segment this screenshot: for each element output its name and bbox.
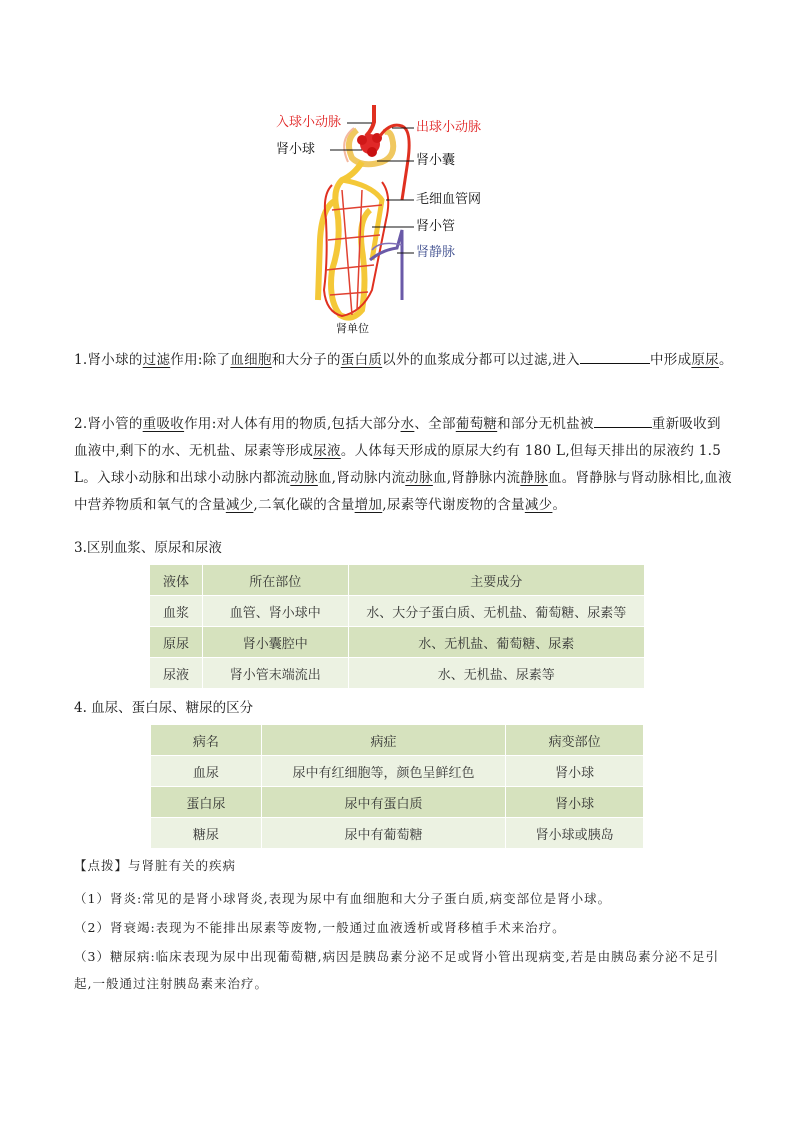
underlined-term: 重吸收 (142, 416, 185, 432)
table-cell: 糖尿 (151, 818, 262, 849)
table-cell: 肾小管末端流出 (202, 658, 348, 689)
underlined-term: 减少 (524, 497, 553, 513)
text: 、全部 (414, 416, 456, 432)
underlined-term: 尿液 (313, 443, 341, 459)
table-cell: 尿中有葡萄糖 (261, 818, 506, 849)
table-cell: 尿中有红细胞等，颜色呈鲜红色 (261, 756, 506, 787)
text: 血。肾静脉与肾动脉相比,血液中营养物质和氧气的含量 (74, 470, 732, 513)
tips-title: 【点拨】与肾脏有关的疾病 (74, 858, 237, 873)
label-efferent-arteriole: 出球小动脉 (416, 120, 482, 135)
underlined-term: 水 (400, 416, 415, 432)
header-cell: 主要成分 (348, 565, 644, 596)
table-cell: 血尿 (151, 756, 262, 787)
table-header-row (151, 725, 644, 756)
underlined-term: 动脉 (405, 470, 433, 486)
urine-disease-table (150, 724, 644, 849)
section-1-paragraph (74, 347, 734, 374)
label-glomerulus: 肾小球 (276, 142, 316, 157)
text: 重新吸收到血液中,剩下的水、无机盐、尿素等形成 (74, 416, 721, 459)
table-cell: 血浆 (150, 596, 203, 627)
label-renal-vein: 肾静脉 (416, 245, 456, 260)
table-row (150, 596, 645, 627)
text: 和大分子的 (271, 352, 341, 368)
table-cell: 蛋白尿 (151, 787, 262, 818)
table-cell: 尿中有蛋白质 (261, 787, 506, 818)
table-header-row (150, 565, 645, 596)
table-cell: 肾小囊腔中 (202, 627, 348, 658)
text: 作用:对人体有用的物质,包括大部分 (184, 416, 401, 432)
label-capsule: 肾小囊 (416, 153, 456, 168)
table-cell: 水、无机盐、葡萄糖、尿素 (348, 627, 644, 658)
underlined-term: 静脉 (520, 470, 548, 486)
table-cell: 肾小球 (506, 787, 644, 818)
fill-in-blank[interactable] (580, 349, 650, 364)
fluid-comparison-table (149, 564, 645, 689)
section-4-title: 4. 血尿、蛋白尿、糖尿的区分 (74, 700, 254, 716)
text: 和部分无机盐被 (497, 416, 594, 432)
underlined-term: 血细胞 (230, 352, 272, 368)
table-cell: 尿液 (150, 658, 203, 689)
table-cell: 原尿 (150, 627, 203, 658)
label-afferent-arteriole: 入球小动脉 (276, 115, 342, 130)
table-cell: 血管、肾小球中 (202, 596, 348, 627)
table-row (151, 818, 644, 849)
underlined-term: 过滤 (142, 352, 171, 368)
fill-in-blank[interactable] (594, 413, 652, 428)
section-2-paragraph (74, 411, 734, 519)
header-cell: 液体 (150, 565, 203, 596)
table-row (151, 756, 644, 787)
table-cell: 肾小球 (506, 756, 644, 787)
table-cell: 肾小球或胰岛 (506, 818, 644, 849)
tip-item: （2）肾衰竭:表现为不能排出尿素等废物,一般通过血液透析或肾移植手术来治疗。 (74, 920, 566, 935)
text: 作用:除了 (170, 352, 231, 368)
text: 。人体每天形成的原尿大约有 180 L,但每天排出的尿液约 1.5 L。入球小动脉和出球小动脉内都流 (74, 443, 722, 486)
nephron-illustration (262, 100, 512, 340)
header-cell: 病名 (151, 725, 262, 756)
underlined-term: 蛋白质 (340, 352, 383, 368)
diagram-caption: 肾单位 (336, 322, 369, 335)
text: 血,肾静脉内流 (432, 470, 521, 486)
text: ,二氧化碳的含量 (253, 497, 355, 513)
text: 。 (552, 497, 567, 513)
nephron-diagram (262, 100, 512, 340)
table-row (150, 627, 645, 658)
underlined-term: 原尿 (691, 352, 719, 368)
underlined-term: 增加 (354, 497, 383, 513)
underlined-term: 动脉 (290, 470, 318, 486)
header-cell: 所在部位 (202, 565, 348, 596)
table-cell: 水、无机盐、尿素等 (348, 658, 644, 689)
table-cell: 水、大分子蛋白质、无机盐、葡萄糖、尿素等 (348, 596, 644, 627)
tip-item: （1）肾炎:常见的是肾小球肾炎,表现为尿中有血细胞和大分子蛋白质,病变部位是肾小球。 (74, 891, 612, 906)
text: 。 (718, 352, 733, 368)
header-cell: 病变部位 (506, 725, 644, 756)
text: 1.肾小球的 (74, 352, 143, 368)
table-row (150, 658, 645, 689)
table-row (151, 787, 644, 818)
label-capillary-network: 毛细血管网 (416, 192, 482, 207)
underlined-term: 减少 (225, 497, 254, 513)
text: 血,肾动脉内流 (317, 470, 406, 486)
text: 以外的血浆成分都可以过滤,进入 (382, 352, 580, 368)
header-cell: 病症 (261, 725, 506, 756)
tip-item: （3）糖尿病:临床表现为尿中出现葡萄糖,病因是胰岛素分泌不足或肾小管出现病变,若是由胰岛素分泌不足引起,一般通过注射胰岛素来治疗。 (74, 949, 720, 991)
text: ,尿素等代谢废物的含量 (382, 497, 525, 513)
label-tubule: 肾小管 (416, 219, 456, 234)
underlined-term: 葡萄糖 (455, 416, 498, 432)
text: 中形成 (649, 352, 692, 368)
text: 2.肾小管的 (74, 416, 143, 432)
section-3-title: 3.区别血浆、原尿和尿液 (74, 540, 222, 556)
